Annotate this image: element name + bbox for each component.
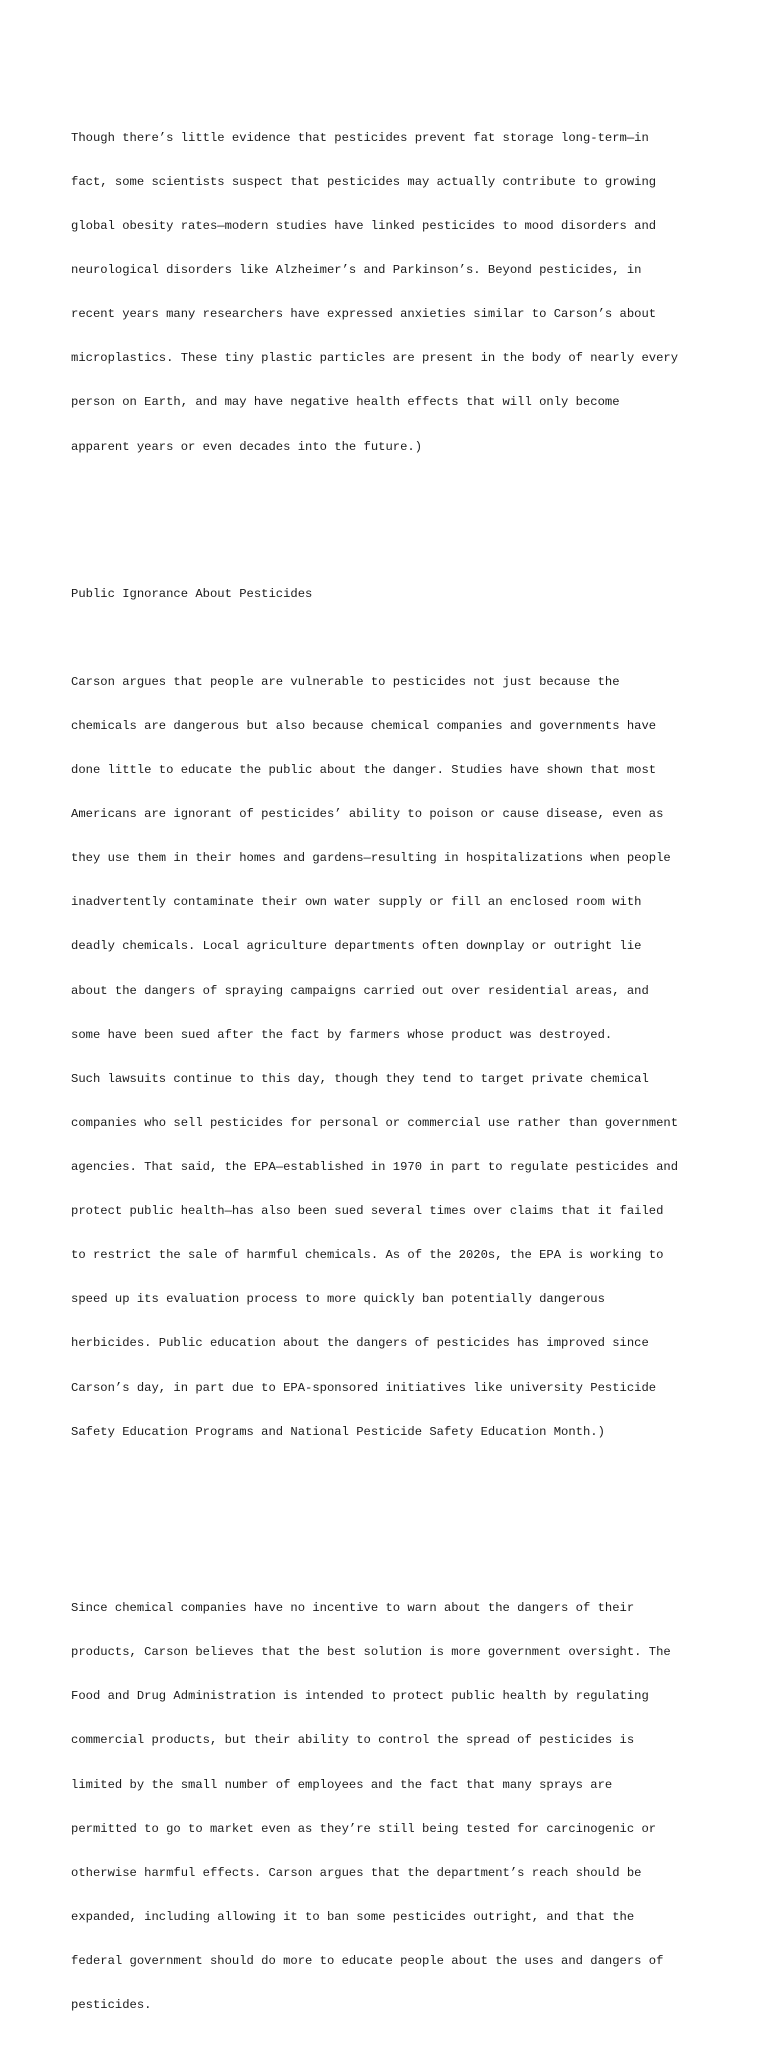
text-line: Americans are ignorant of pesticides’ ability to poison or cause disease, even as	[71, 807, 664, 822]
text-line: otherwise harmful effects. Carson argues that the department’s reach should be	[71, 1865, 642, 1880]
text-line: Safety Education Programs and National Pesticide Safety Education Month.)	[71, 1424, 605, 1439]
text-line: fact, some scientists suspect that pesticides may actually contribute to growing	[71, 174, 657, 189]
text-line: they use them in their homes and gardens—resulting in hospitalizations when people	[71, 851, 671, 866]
text-line: person on Earth, and may have negative health effects that will only become	[71, 395, 620, 410]
text-line: neurological disorders like Alzheimer’s and Parkinson’s. Beyond pesticides, in	[71, 263, 642, 278]
text-line: agencies. That said, the EPA—established in 1970 in part to regulate pesticides and	[71, 1160, 679, 1175]
text-line: deadly chemicals. Local agriculture departments often downplay or outright lie	[71, 939, 642, 954]
text-line: limited by the small number of employees and the fact that many sprays are	[71, 1777, 613, 1792]
text-line: apparent years or even decades into the future.)	[71, 439, 423, 454]
text-line: inadvertently contaminate their own water supply or fill an enclosed room with	[71, 895, 642, 910]
text-line: Since chemical companies have no incentive to warn about the dangers of their	[71, 1601, 635, 1616]
text-line: federal government should do more to educate people about the uses and dangers of	[71, 1953, 664, 1968]
text-line: speed up its evaluation process to more quickly ban potentially dangerous	[71, 1292, 605, 1307]
text-line: pesticides.	[71, 1998, 152, 2013]
text-line: Such lawsuits continue to this day, though they tend to target private chemical	[71, 1071, 649, 1086]
text-line: about the dangers of spraying campaigns carried out over residential areas, and	[71, 983, 649, 998]
text-line: microplastics. These tiny plastic particles are present in the body of nearly every	[71, 351, 679, 366]
text-line: Carson’s day, in part due to EPA-sponsored initiatives like university Pesticide	[71, 1380, 657, 1395]
text-line: products, Carson believes that the best solution is more government oversight. The	[71, 1645, 671, 1660]
text-line: to restrict the sale of harmful chemicals. As of the 2020s, the EPA is working to	[71, 1248, 664, 1263]
section-heading: Public Ignorance About Pesticides	[71, 586, 313, 601]
text-line: recent years many researchers have expressed anxieties similar to Carson’s about	[71, 307, 657, 322]
text-line: Though there’s little evidence that pesticides prevent fat storage long-term—in	[71, 130, 649, 145]
text-line: done little to educate the public about the danger. Studies have shown that most	[71, 763, 657, 778]
text-line: Food and Drug Administration is intended to protect public health by regulating	[71, 1689, 649, 1704]
text-line: Carson argues that people are vulnerable to pesticides not just because the	[71, 674, 620, 689]
paragraph-spacer	[71, 528, 711, 543]
text-line: commercial products, but their ability to control the spread of pesticides is	[71, 1733, 635, 1748]
document-body	[71, 72, 711, 2048]
text-line: global obesity rates—modern studies have linked pesticides to mood disorders and	[71, 219, 657, 234]
text-line: some have been sued after the fact by farmers whose product was destroyed.	[71, 1027, 613, 1042]
text-line: chemicals are dangerous but also because chemical companies and governments have	[71, 718, 657, 733]
text-line: herbicides. Public education about the dangers of pesticides has improved since	[71, 1336, 649, 1351]
paragraph-government-oversight	[71, 1572, 711, 2043]
paragraph-public-ignorance	[71, 645, 711, 1468]
text-line: expanded, including allowing it to ban some pesticides outright, and that the	[71, 1909, 635, 1924]
paragraph-spacer	[71, 1513, 711, 1528]
text-line: companies who sell pesticides for personal or commercial use rather than government	[71, 1115, 679, 1130]
text-line: protect public health—has also been sued several times over claims that it failed	[71, 1204, 664, 1219]
text-line: permitted to go to market even as they’re still being tested for carcinogenic or	[71, 1821, 657, 1836]
paragraph-obesity-microplastics	[71, 101, 711, 483]
